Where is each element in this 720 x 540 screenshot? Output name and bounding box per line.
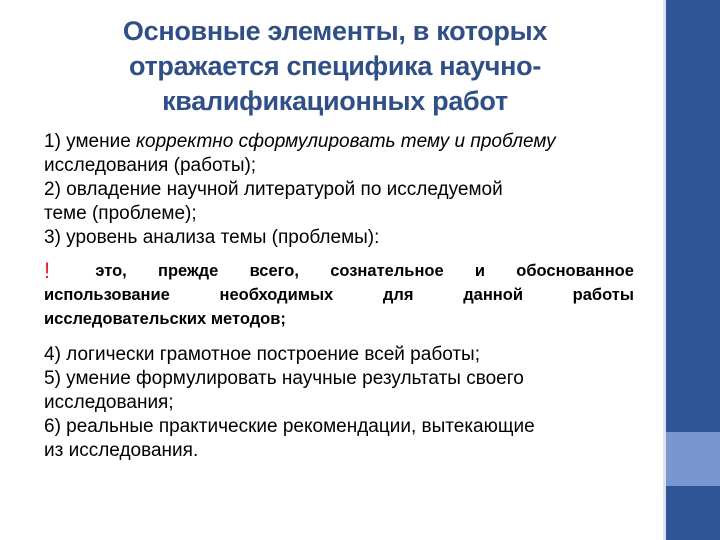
title-line: отражается специфика научно- [128, 51, 542, 81]
note-word: данной [463, 286, 523, 304]
note-word: это, [95, 262, 127, 280]
item-1-prefix: 1) умение [44, 131, 137, 152]
title-line: Основные элементы, в которых [122, 16, 548, 46]
exclamation-icon: ! [44, 258, 51, 283]
item-1-emphasis: корректно сформулировать тему и проблему [136, 131, 556, 152]
list-item-1 [44, 130, 634, 154]
list-item-5: 5) умение формулировать научные результаты своего [44, 368, 524, 389]
sidebar-accent-block [666, 432, 720, 486]
list-item-2-continuation: теме (проблеме); [44, 203, 197, 224]
list-item-1-continuation: исследования (работы); [44, 155, 257, 176]
emphasis-note [44, 259, 634, 331]
note-line-1 [44, 259, 634, 283]
note-word: обоснованное [516, 262, 634, 280]
note-word: работы [572, 286, 634, 304]
note-word: прежде [157, 262, 219, 280]
list-item-6: 6) реальные практические рекомендации, вытекающие [44, 416, 535, 437]
list-item-5-continuation: исследования; [44, 392, 174, 413]
slide-body [44, 130, 634, 463]
note-word: необходимых [219, 286, 334, 304]
note-word: для [382, 286, 414, 304]
list-item-3: 3) уровень анализа темы (проблемы): [44, 227, 380, 248]
note-line-3: исследовательских методов; [44, 310, 286, 328]
list-item-4: 4) логически грамотное построение всей работы; [44, 344, 480, 365]
note-line-2 [44, 283, 634, 307]
note-word: и [474, 262, 486, 280]
list-item-2: 2) овладение научной литературой по исследуемой [44, 179, 503, 200]
title-line: квалификационных работ [162, 86, 508, 116]
list-item-6-continuation: из исследования. [44, 440, 199, 461]
note-word: всего, [249, 262, 299, 280]
note-word: сознательное [330, 262, 444, 280]
note-word: использование [44, 286, 170, 304]
slide-title [40, 14, 630, 119]
